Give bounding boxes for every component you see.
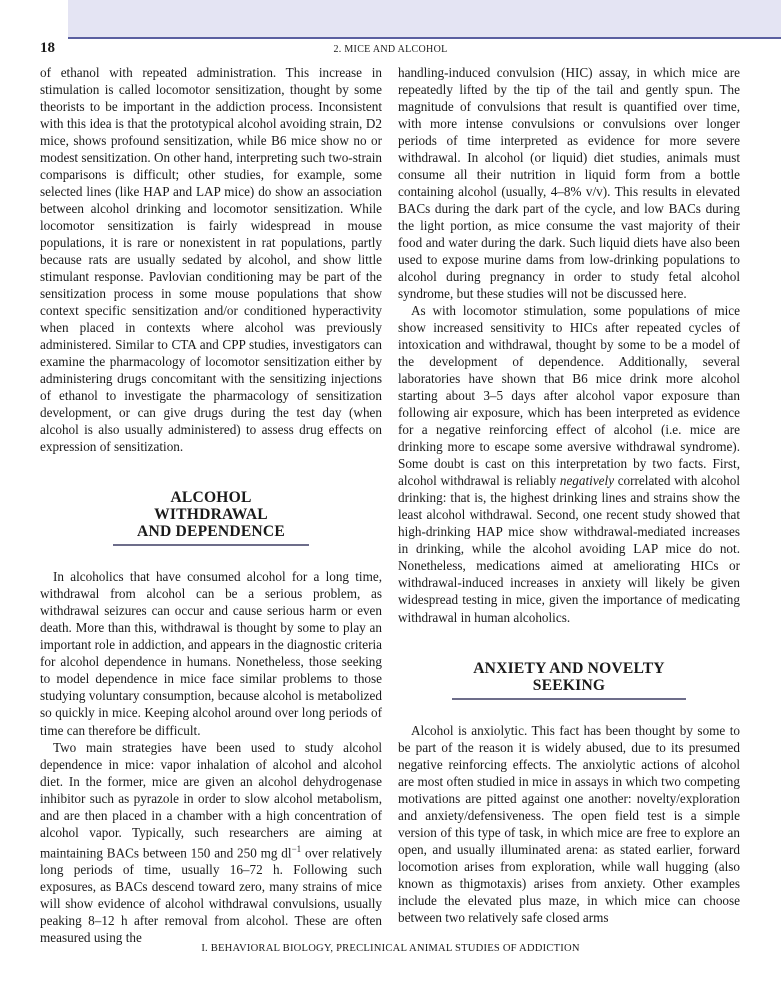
unit-superscript: −1 xyxy=(291,843,302,854)
running-head: 2. MICE AND ALCOHOL xyxy=(333,44,448,55)
header-rule xyxy=(68,37,781,39)
heading-line-1: ALCOHOL WITHDRAWAL xyxy=(154,489,268,524)
text-before-italic: As with locomotor stimulation, some populations of mice show increased sensitivity to HICs after repeated cycles of intoxication and withdrawal, thought by some to be a model of the development of dependence. Additionally, several laboratories have shown that B6 mice drink more alcohol starting about 3–5 days after alcohol vapor exposure than following air exposure, which has been interpreted as evidence for a negative reinforcing effect of alcohol (i.e. mice are drinking more to escape some aversive withdrawal syndrome). Some doubt is cast on this interpretation by two facts. First, alcohol withdrawal is reliably xyxy=(398,303,740,489)
paragraph-locomotor-sensitization: of ethanol with repeated administration. This increase in stimulation is called locomotor sensitization, thought by some theorists to be important in the addiction process. Inconsistent with this idea is that the prototypical alcohol avoiding strain, D2 mice, shows profound sensitization, while B6 mice show no or modest sensitization. On other hand, interpreting such two-strain comparisons is difficult; other studies, for example, some selected lines (like HAP and LAP mice) do show an association between alcohol drinking and locomotor sensitization. While locomotor sensitization is fairly widespread in mouse populations, it is rare or nonexistent in rat populations, partly because rats are usually sedated by alcohol, and show little stimulant response. Pavlovian conditioning may be part of the sensitization process in some mouse populations that show context specific sensitization and/or conditioned hyperactivity when placed in contexts where alcohol was previously administered. Similar to CTA and CPP studies, investigators can examine the pharmacology of locomotor sensitization either by administering drugs concomitant with the sensitizing injections of ethanol to investigate the pharmacology of sensitization development, or can give drugs during the test day (when alcohol is also usually administered) to assess drug effects on expression of sensitization. xyxy=(40,65,382,455)
page-number: 18 xyxy=(40,40,55,56)
footer-section-label: I. BEHAVIORAL BIOLOGY, PRECLINICAL ANIMAL STUDIES OF ADDICTION xyxy=(201,943,580,954)
paragraph-withdrawal-intro: In alcoholics that have consumed alcohol for a long time, withdrawal from alcohol can be a serious problem, as withdrawal seizures can occur and cause serious harm or even death. More than this, withdrawal is thought by some to play an important role in addiction, and appears in the diagnostic criteria for alcohol dependence in humans. Nonetheless, those seeking to model dependence in mice face similar problems to those studying voluntary consumption, because alcohol is metabolized so quickly in mice. Keeping alcohol around over long periods of time can therefore be difficult. xyxy=(40,569,382,738)
section-heading-alcohol-withdrawal xyxy=(113,489,309,546)
paragraph-anxiolytic: Alcohol is anxiolytic. This fact has been thought by some to be part of the reason it is widely abused, due to its presumed negative reinforcing effects. The anxiolytic actions of alcohol are most often studied in mice in assays in which two competing motivations are pitted against one another: novelty/exploration and anxiety/defensiveness. The open field test is a simple version of this type of task, in which mice are free to explore an open, and usually illuminated arena: as stated earlier, forward locomotion arises from exploration, while wall hugging (also known as thigmotaxis) arises from anxiety. Other examples include the elevated plus maze, in which mice can choose between two relatively safe closed arms xyxy=(398,722,740,925)
right-column xyxy=(398,64,740,926)
text-after-unit: over relatively long periods of time, usually 16–72 h. Following such exposures, as BACs descend toward zero, many strains of mice will show evidence of alcohol withdrawal convulsions, usually peaking 8–12 h after removal from alcohol. These are often measured using the xyxy=(40,845,383,946)
section-heading-anxiety: ANXIETY AND NOVELTY SEEKING xyxy=(452,660,686,700)
left-column xyxy=(40,64,382,946)
text-after-italic: correlated with alcohol drinking: that is, the highest drinking lines and strains show the least alcohol withdrawal. Second, one recent study showed that high-drinking HAP mice show withdrawal-mediated increases in drinking, while the alcohol avoiding LAP mice do not. Nonetheless, medications aimed at ameliorating HICs or withdrawal-induced increases in anxiety will likely be given widespread testing in mice, given the importance of medicating withdrawal in human alcoholics. xyxy=(398,473,740,625)
paragraph-hic-assay: handling-induced convulsion (HIC) assay, in which mice are repeatedly lifted by the tip of the tail and gently spun. The magnitude of convulsions that result is quantified over time, with more intense convulsions or convulsions over longer periods of time interpreted as evidence for more severe withdrawal. In alcohol (or liquid) diet studies, animals must consume all their nutrition in liquid form from a bottle containing alcohol (usually, 4–8% v/v). This results in elevated BACs during the dark part of the cycle, and low BACs during the light portion, as mice consume the vast majority of their food and water during the dark. Such liquid diets have also been used to expose murine dams from low-drinking populations to alcohol during pregnancy in order to study fetal alcohol syndrome, but these studies will not be discussed here. xyxy=(398,65,740,302)
italic-negatively: negatively xyxy=(559,473,615,489)
paragraph-sensitivity-hic xyxy=(398,302,740,625)
text-before-unit: Two main strategies have been used to study alcohol dependence in mice: vapor inhalation of alcohol and alcohol diet. In the former, mice are given an alcohol dehydrogenase inhibitor such as pyrazole in order to slow alcohol metabolism, and are then placed in a chamber with a high concentration of alcohol vapor. Typically, such researchers are aiming at maintaining BACs between 150 and 250 mg dl xyxy=(40,739,382,860)
header-band xyxy=(68,0,781,37)
paragraph-dependence-strategies xyxy=(40,739,382,947)
heading-line-2: AND DEPENDENCE xyxy=(137,523,285,541)
